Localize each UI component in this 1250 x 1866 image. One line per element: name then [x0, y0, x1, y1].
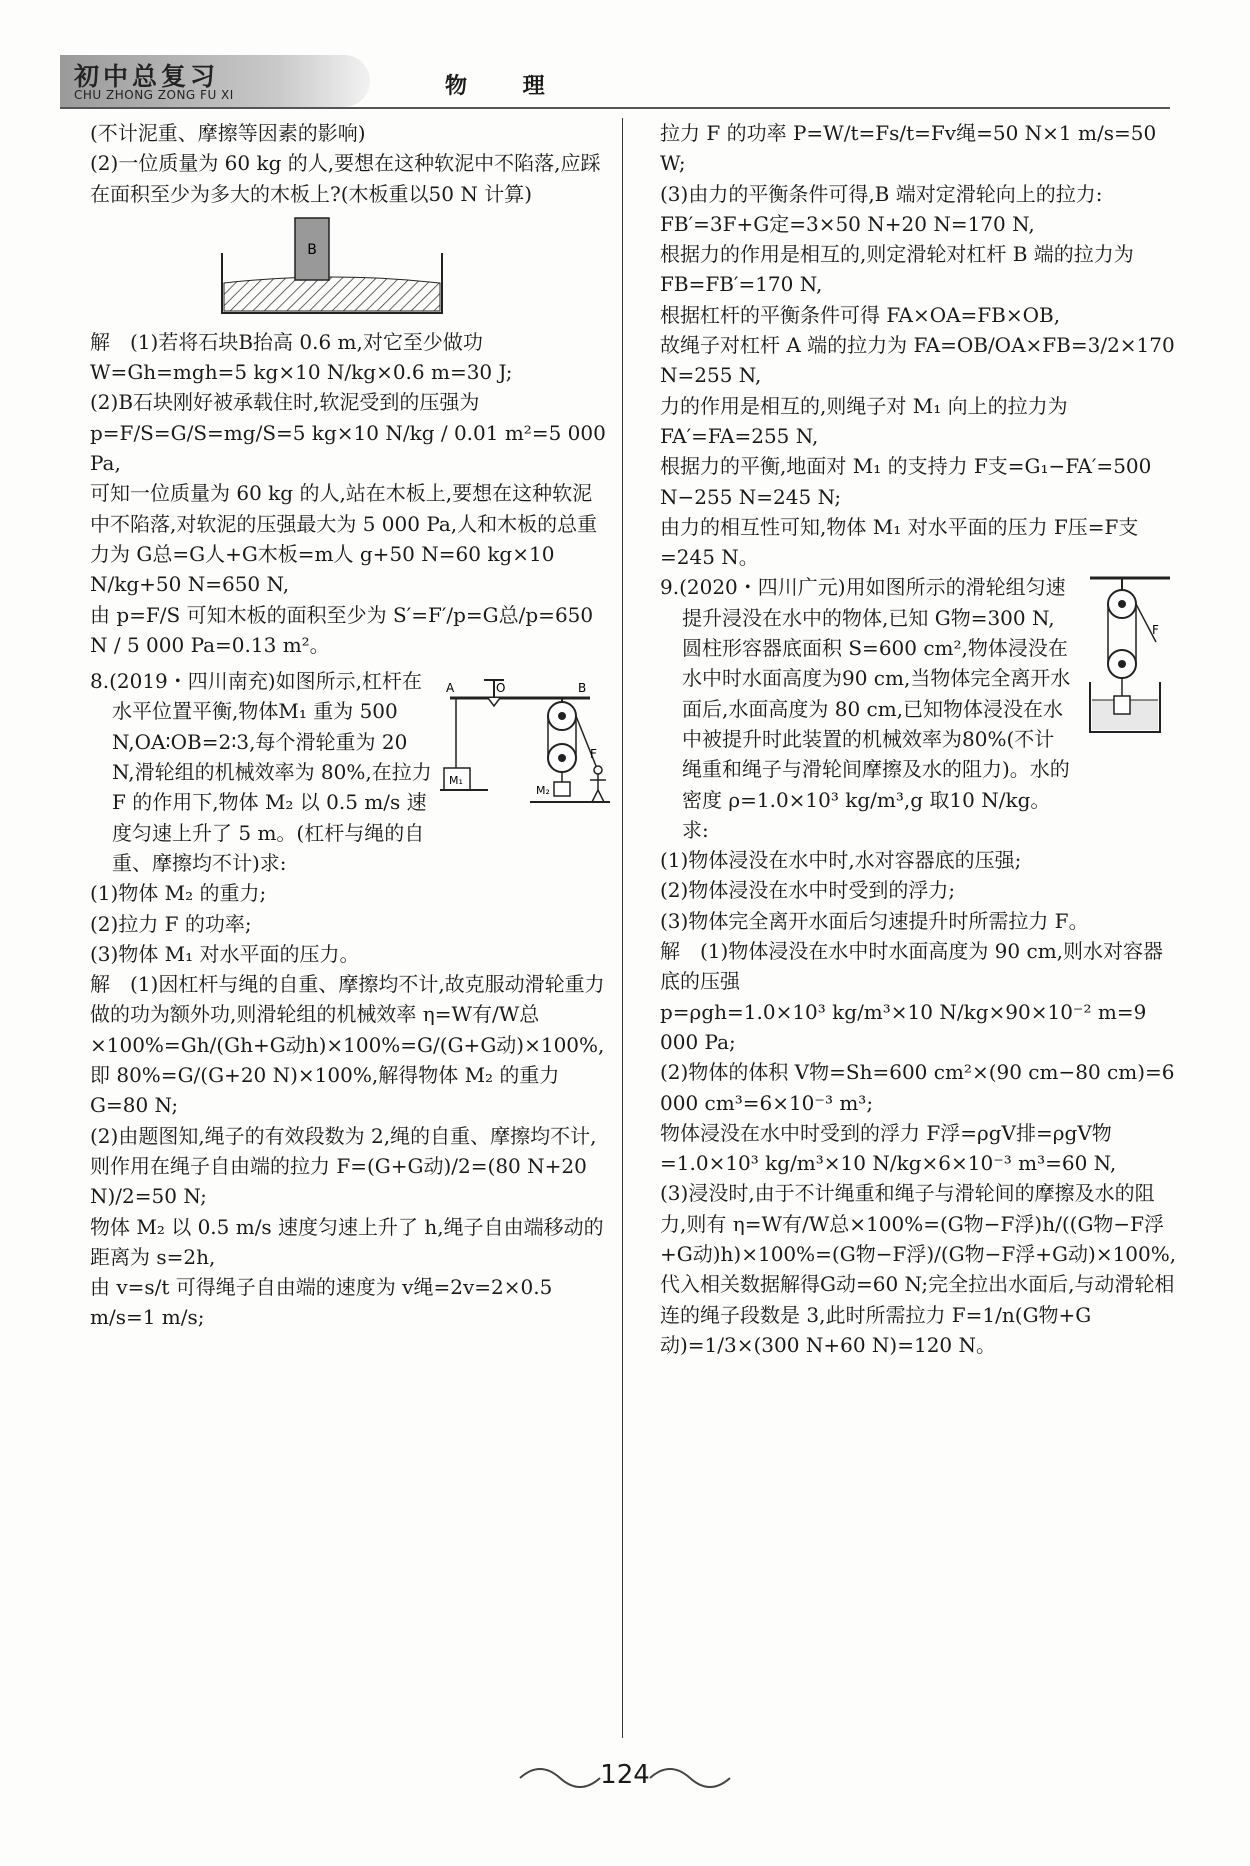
page-footer	[0, 1750, 1250, 1810]
question-9: 9.(2020・四川广元)用如图所示的滑轮组匀速提升浸没在水中的物体,已知 G物=300 N,圆柱形容器底面积 S=600 cm²,物体浸没在水中时水面高度为90 cm,当物体完全离开水面后,水面高度为 80 cm,已知物体浸没在水中被提升时此装置的机械效率为80%(不计绳重和绳子与滑轮间摩擦及水的阻力)。水的密度 ρ=1.0×10³ kg/m³,g 取10 N/kg。求:	[660, 575, 1071, 842]
text-line: 物体浸没在水中时受到的浮力 F浮=ρgV排=ρgV物=1.0×10³ kg/m³×10 N/kg×6×10⁻³ m³=60 N,	[660, 1120, 1117, 1176]
label-F2: F	[1152, 623, 1159, 638]
text-line: (2)物体的体积 V物=Sh=600 cm²×(90 cm−80 cm)=6 000 cm³=6×10⁻³ m³;	[660, 1060, 1175, 1115]
right-column	[660, 118, 1180, 1360]
text-line: p=ρgh=1.0×10³ kg/m³×10 N/kg×90×10⁻² m=9 000 Pa;	[660, 999, 1147, 1054]
text-line: FB′=3F+G定=3×50 N+20 N=170 N,	[660, 211, 1035, 236]
text-line: (2)B石块刚好被承载住时,软泥受到的压强为 p=F/S=G/S=mg/S=5 kg×10 N/kg / 0.01 m²=5 000 Pa,	[90, 390, 606, 476]
text-line: (3)物体完全离开水面后匀速提升时所需拉力 F。	[660, 908, 1089, 933]
text-line: (3)由力的平衡条件可得,B 端对定滑轮向上的拉力:	[660, 181, 1103, 206]
text-line: 故绳子对杠杆 A 端的拉力为 FA=OB/OA×FB=3/2×170 N=255 N,	[660, 333, 1175, 388]
label-A: A	[446, 681, 455, 696]
brand-title: 初中总复习	[74, 62, 220, 91]
page-number: 124	[600, 1760, 650, 1790]
pulley-tank-figure	[1080, 572, 1180, 742]
label-M1: M₁	[449, 774, 463, 788]
left-column	[90, 118, 610, 1333]
text-line: 即 80%=G/(G+20 N)×100%,解得物体 M₂ 的重力 G=80 N;	[90, 1063, 560, 1118]
text-line: 由 p=F/S 可知木板的面积至少为 S′=F′/p=G总/p=650 N / 5 000 Pa=0.13 m²。	[90, 602, 594, 657]
lever-pulley-figure	[440, 666, 610, 816]
text-line: 根据力的作用是相互的,则定滑轮对杠杆 B 端的拉力为 FB=FB′=170 N,	[660, 242, 1134, 297]
text-line: 可知一位质量为 60 kg 的人,站在木板上,要想在这种软泥中不陷落,对软泥的压强最大为 5 000 Pa,人和木板的总重力为 G总=G人+G木板=m人 g+50 N=60 kg×10 N/kg+50 N=650 N,	[90, 481, 598, 597]
label-B: B	[578, 681, 587, 696]
mud-figure	[90, 213, 610, 323]
label-M2: M₂	[536, 784, 550, 798]
question-8: 8.(2019・四川南充)如图所示,杠杆在水平位置平衡,物体M₁ 重为 500 N,OA∶OB=2∶3,每个滑轮重为 20 N,滑轮组的机械效率为 80%,在拉力 F 的作用下,物体 M₂ 以 0.5 m/s 速度匀速上升了 5 m。(杠杆与绳的自重、摩擦均不计)求:	[90, 669, 432, 875]
label-F: F	[590, 747, 597, 762]
text-line: 解 (1)物体浸没在水中时水面高度为 90 cm,则水对容器底的压强	[660, 939, 1164, 994]
text-line: 解 (1)若将石块B抬高 0.6 m,对它至少做功 W=Gh=mgh=5 kg×10 N/kg×0.6 m=30 J;	[90, 329, 513, 385]
text-line: (2)一位质量为 60 kg 的人,要想在这种软泥中不陷落,应踩在面积至少为多大的木板上?(木板重以50 N 计算)	[90, 151, 601, 206]
text-line: (1)物体 M₂ 的重力;	[90, 881, 267, 906]
text-line: 根据杠杆的平衡条件可得 FA×OA=FB×OB,	[660, 302, 1061, 327]
text-line: 由力的相互性可知,物体 M₁ 对水平面的压力 F压=F支=245 N。	[660, 514, 1139, 570]
text-line: 解 (1)因杠杆与绳的自重、摩擦均不计,故克服动滑轮重力做的功为额外功,则滑轮组的机械效率 η=W有/W总×100%=Gh/(Gh+G动h)×100%=G/(G+G动)×100%,	[90, 972, 605, 1057]
column-divider	[622, 118, 623, 1738]
text-line: (不计泥重、摩擦等因素的影响)	[90, 121, 366, 145]
brand-pinyin: CHU ZHONG ZONG FU XI	[74, 88, 234, 102]
subject-label: 物 理	[445, 74, 569, 99]
text-line: (2)拉力 F 的功率;	[90, 911, 252, 936]
text-line: 力的作用是相互的,则绳子对 M₁ 向上的拉力为 FA′=FA=255 N,	[660, 393, 1068, 448]
page-header	[60, 55, 1170, 110]
header-rule	[60, 107, 1170, 109]
text-line: (1)物体浸没在水中时,水对容器底的压强;	[660, 848, 1022, 873]
text-line: (2)物体浸没在水中时受到的浮力;	[660, 878, 956, 903]
text-line: 物体 M₂ 以 0.5 m/s 速度匀速上升了 h,绳子自由端移动的距离为 s=2h,	[90, 1214, 604, 1269]
block-label: B	[307, 241, 317, 258]
text-line: 拉力 F 的功率 P=W/t=Fs/t=Fv绳=50 N×1 m/s=50 W;	[660, 121, 1157, 176]
brand-banner	[60, 55, 370, 107]
label-O: O	[496, 681, 506, 696]
text-line: (3)浸没时,由于不计绳重和绳子与滑轮间的摩擦及水的阻力,则有 η=W有/W总×100%=(G物−F浮)h/((G物−F浮+G动)h)×100%=(G物−F浮)/(G物−F浮+G动)×100%,代入相关数据解得G动=60 N;完全拉出水面后,与动滑轮相连的绳子段数是 3,此时所需拉力 F=1/n(G物+G动)=1/3×(300 N+60 N)=120 N。	[660, 1181, 1177, 1357]
text-line: (3)物体 M₁ 对水平面的压力。	[90, 941, 360, 966]
text-line: (2)由题图知,绳子的有效段数为 2,绳的自重、摩擦均不计,则作用在绳子自由端的拉力 F=(G+G动)/2=(80 N+20 N)/2=50 N;	[90, 1123, 597, 1209]
text-line: 由 v=s/t 可得绳子自由端的速度为 v绳=2v=2×0.5 m/s=1 m/s;	[90, 1275, 553, 1330]
text-line: 根据力的平衡,地面对 M₁ 的支持力 F支=G₁−FA′=500 N−255 N=245 N;	[660, 454, 1152, 509]
